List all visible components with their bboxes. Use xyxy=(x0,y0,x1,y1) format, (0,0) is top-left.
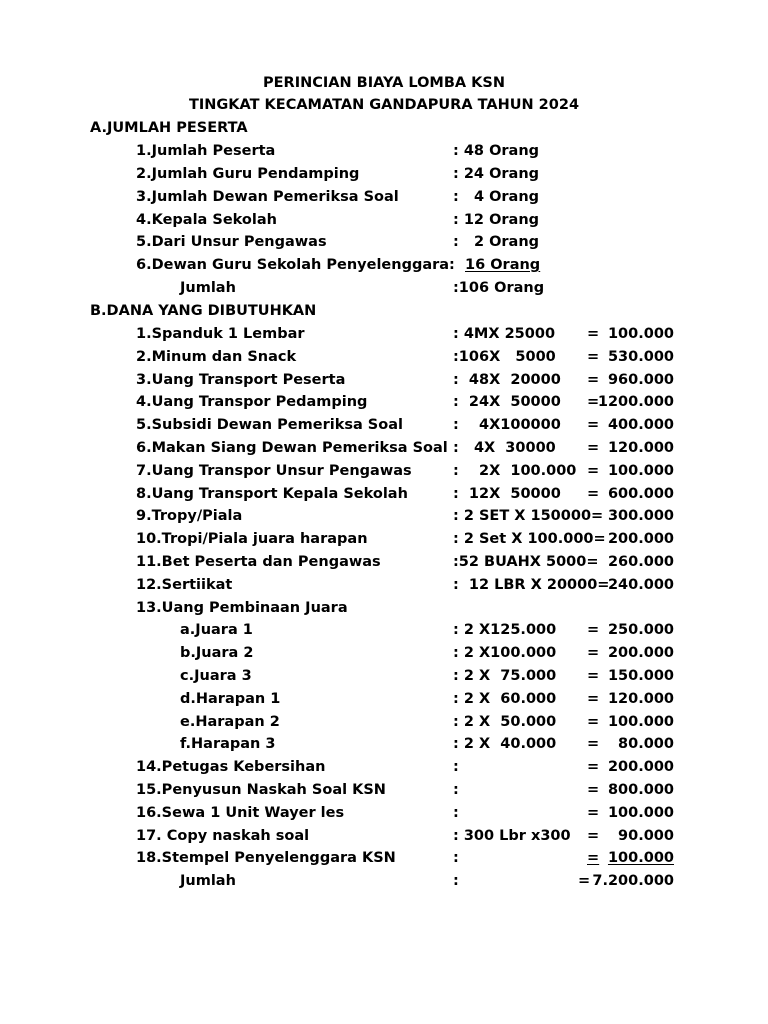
row-equals: = xyxy=(587,828,600,844)
row-equals: = xyxy=(587,850,600,866)
row-equals: = xyxy=(587,782,600,798)
section-a-row xyxy=(0,212,768,232)
row-calculation: : xyxy=(453,805,459,821)
document-title: PERINCIAN BIAYA LOMBA KSN xyxy=(263,75,505,91)
row-value: 16 Orang xyxy=(465,257,541,273)
row-calculation: : 12X 50000 xyxy=(453,486,561,502)
document-subtitle: TINGKAT KECAMATAN GANDAPURA TAHUN 2024 xyxy=(188,97,580,113)
section-a-row xyxy=(0,257,768,277)
section-b-row xyxy=(0,668,768,688)
row-equals: = xyxy=(587,440,600,456)
row-amount: 400.000 xyxy=(607,417,674,433)
row-label: 1.Spanduk 1 Lembar xyxy=(136,326,305,342)
row-label: d.Harapan 1 xyxy=(180,691,281,707)
row-label: Jumlah xyxy=(180,280,236,296)
section-b-row xyxy=(0,394,768,414)
row-calculation: : 2 X125.000 xyxy=(453,622,557,638)
row-amount: 120.000 xyxy=(607,691,674,707)
row-label: 1.Jumlah Peserta xyxy=(136,143,276,159)
row-calculation: : 2X 100.000 xyxy=(453,463,577,479)
row-label: 7.Uang Transpor Unsur Pengawas xyxy=(136,463,412,479)
section-b-row xyxy=(0,714,768,734)
row-equals: = xyxy=(587,349,600,365)
row-amount: 800.000 xyxy=(607,782,674,798)
row-amount: 240.000 xyxy=(607,577,674,593)
row-label: 8.Uang Transport Kepala Sekolah xyxy=(136,486,408,502)
row-equals: = xyxy=(587,486,600,502)
row-amount: 7.200.000 xyxy=(592,873,674,889)
section-b-row xyxy=(0,645,768,665)
row-calculation: : 2 Set X 100.000= xyxy=(453,531,606,547)
row-equals: = xyxy=(578,873,591,889)
row-calculation: : 2 X 60.000 xyxy=(453,691,557,707)
row-equals: = xyxy=(587,394,600,410)
row-amount: 90.000 xyxy=(618,828,674,844)
row-value: :106 Orang xyxy=(453,280,545,296)
row-amount: 200.000 xyxy=(607,759,674,775)
section-a-row xyxy=(0,280,768,300)
row-value: : 12 Orang xyxy=(453,212,540,228)
section-a-row xyxy=(0,234,768,254)
section-a-row xyxy=(0,166,768,186)
row-equals: = xyxy=(587,622,600,638)
section-b-row xyxy=(0,349,768,369)
row-label: 2.Minum dan Snack xyxy=(136,349,297,365)
row-calculation: : 2 X 75.000 xyxy=(453,668,557,684)
row-label: 5.Dari Unsur Pengawas xyxy=(136,234,327,250)
row-calculation: : 24X 50000 xyxy=(453,394,561,410)
row-amount: 300.000 xyxy=(607,508,674,524)
row-label: a.Juara 1 xyxy=(180,622,253,638)
section-b-row xyxy=(0,554,768,574)
row-calculation: : 4X 30000 xyxy=(453,440,556,456)
section-a-row xyxy=(0,189,768,209)
row-amount: 200.000 xyxy=(607,645,674,661)
section-b-row xyxy=(0,759,768,779)
row-label: 6.Makan Siang Dewan Pemeriksa Soal xyxy=(136,440,448,456)
row-amount: 530.000 xyxy=(607,349,674,365)
section-b-row xyxy=(0,828,768,848)
row-label: Jumlah xyxy=(180,873,236,889)
section-b-row xyxy=(0,782,768,802)
row-amount: 250.000 xyxy=(607,622,674,638)
row-calculation: : xyxy=(453,873,459,889)
section-b-row xyxy=(0,440,768,460)
row-amount: 100.000 xyxy=(607,805,674,821)
row-calculation: : 2 SET X 150000= xyxy=(453,508,604,524)
row-label: 10.Tropi/Piala juara harapan xyxy=(136,531,368,547)
row-equals: = xyxy=(587,668,600,684)
section-b-row xyxy=(0,691,768,711)
row-amount: 260.000 xyxy=(607,554,674,570)
row-amount: 1200.000 xyxy=(597,394,674,410)
section-b-row xyxy=(0,326,768,346)
row-label: 12.Sertiikat xyxy=(136,577,233,593)
row-label: 2.Jumlah Guru Pendamping xyxy=(136,166,360,182)
row-calculation: : xyxy=(453,759,459,775)
section-b-row xyxy=(0,508,768,528)
row-calculation: : 2 X100.000 xyxy=(453,645,557,661)
section-b-row xyxy=(0,600,768,620)
row-label: 16.Sewa 1 Unit Wayer les xyxy=(136,805,345,821)
row-label: 3.Uang Transport Peserta xyxy=(136,372,346,388)
section-b-row xyxy=(0,531,768,551)
row-equals: = xyxy=(587,463,600,479)
row-calculation: : 4MX 25000 xyxy=(453,326,556,342)
section-b-row xyxy=(0,873,768,893)
section-b-row xyxy=(0,736,768,756)
row-calculation: : xyxy=(453,850,459,866)
row-amount: 100.000 xyxy=(607,714,674,730)
section-b-row xyxy=(0,577,768,597)
row-value: : 48 Orang xyxy=(453,143,540,159)
row-equals: = xyxy=(587,759,600,775)
row-calculation: : 2 X 40.000 xyxy=(453,736,557,752)
row-calculation: :106X 5000 xyxy=(453,349,556,365)
row-value: : 24 Orang xyxy=(453,166,540,182)
row-equals: = xyxy=(587,372,600,388)
row-label: e.Harapan 2 xyxy=(180,714,280,730)
section-b-row xyxy=(0,372,768,392)
row-label: c.Juara 3 xyxy=(180,668,252,684)
row-label: b.Juara 2 xyxy=(180,645,254,661)
row-equals: = xyxy=(587,691,600,707)
row-amount: 100.000 xyxy=(607,850,674,866)
row-equals: = xyxy=(587,326,600,342)
row-label: 6.Dewan Guru Sekolah Penyelenggara: xyxy=(136,257,455,273)
row-label: 3.Jumlah Dewan Pemeriksa Soal xyxy=(136,189,399,205)
row-equals: = xyxy=(587,417,600,433)
row-calculation: : 12 LBR X 20000= xyxy=(453,577,610,593)
row-amount: 200.000 xyxy=(607,531,674,547)
row-label: f.Harapan 3 xyxy=(180,736,276,752)
row-label: 15.Penyusun Naskah Soal KSN xyxy=(136,782,386,798)
row-label: 5.Subsidi Dewan Pemeriksa Soal xyxy=(136,417,403,433)
row-calculation: : 48X 20000 xyxy=(453,372,561,388)
row-label: 4.Uang Transpor Pedamping xyxy=(136,394,368,410)
section-b-row xyxy=(0,805,768,825)
row-calculation: : 300 Lbr x300 xyxy=(453,828,571,844)
row-equals: = xyxy=(587,714,600,730)
section-b-row xyxy=(0,463,768,483)
section-b-row xyxy=(0,622,768,642)
section-a-heading: A.JUMLAH PESERTA xyxy=(90,120,248,136)
row-amount: 100.000 xyxy=(607,463,674,479)
row-amount: 120.000 xyxy=(607,440,674,456)
row-label: 13.Uang Pembinaan Juara xyxy=(136,600,348,616)
row-label: 18.Stempel Penyelenggara KSN xyxy=(136,850,396,866)
row-label: 17. Copy naskah soal xyxy=(136,828,310,844)
row-label: 4.Kepala Sekolah xyxy=(136,212,277,228)
section-b-row xyxy=(0,486,768,506)
row-label: 9.Tropy/Piala xyxy=(136,508,243,524)
row-amount: 100.000 xyxy=(607,326,674,342)
row-equals: = xyxy=(587,805,600,821)
row-calculation: : 4X100000 xyxy=(453,417,561,433)
row-value: : 4 Orang xyxy=(453,189,540,205)
row-amount: 960.000 xyxy=(607,372,674,388)
row-calculation: : xyxy=(453,782,459,798)
row-label: 11.Bet Peserta dan Pengawas xyxy=(136,554,381,570)
row-label: 14.Petugas Kebersihan xyxy=(136,759,326,775)
row-value: : 2 Orang xyxy=(453,234,540,250)
row-calculation: :52 BUAHX 5000= xyxy=(453,554,599,570)
row-equals: = xyxy=(587,645,600,661)
row-amount: 600.000 xyxy=(607,486,674,502)
section-b-row xyxy=(0,417,768,437)
row-amount: 150.000 xyxy=(607,668,674,684)
row-amount: 80.000 xyxy=(618,736,674,752)
row-calculation: : 2 X 50.000 xyxy=(453,714,557,730)
section-b-row xyxy=(0,850,768,870)
section-b-heading: B.DANA YANG DIBUTUHKAN xyxy=(90,303,317,319)
section-a-row xyxy=(0,143,768,163)
row-equals: = xyxy=(587,736,600,752)
